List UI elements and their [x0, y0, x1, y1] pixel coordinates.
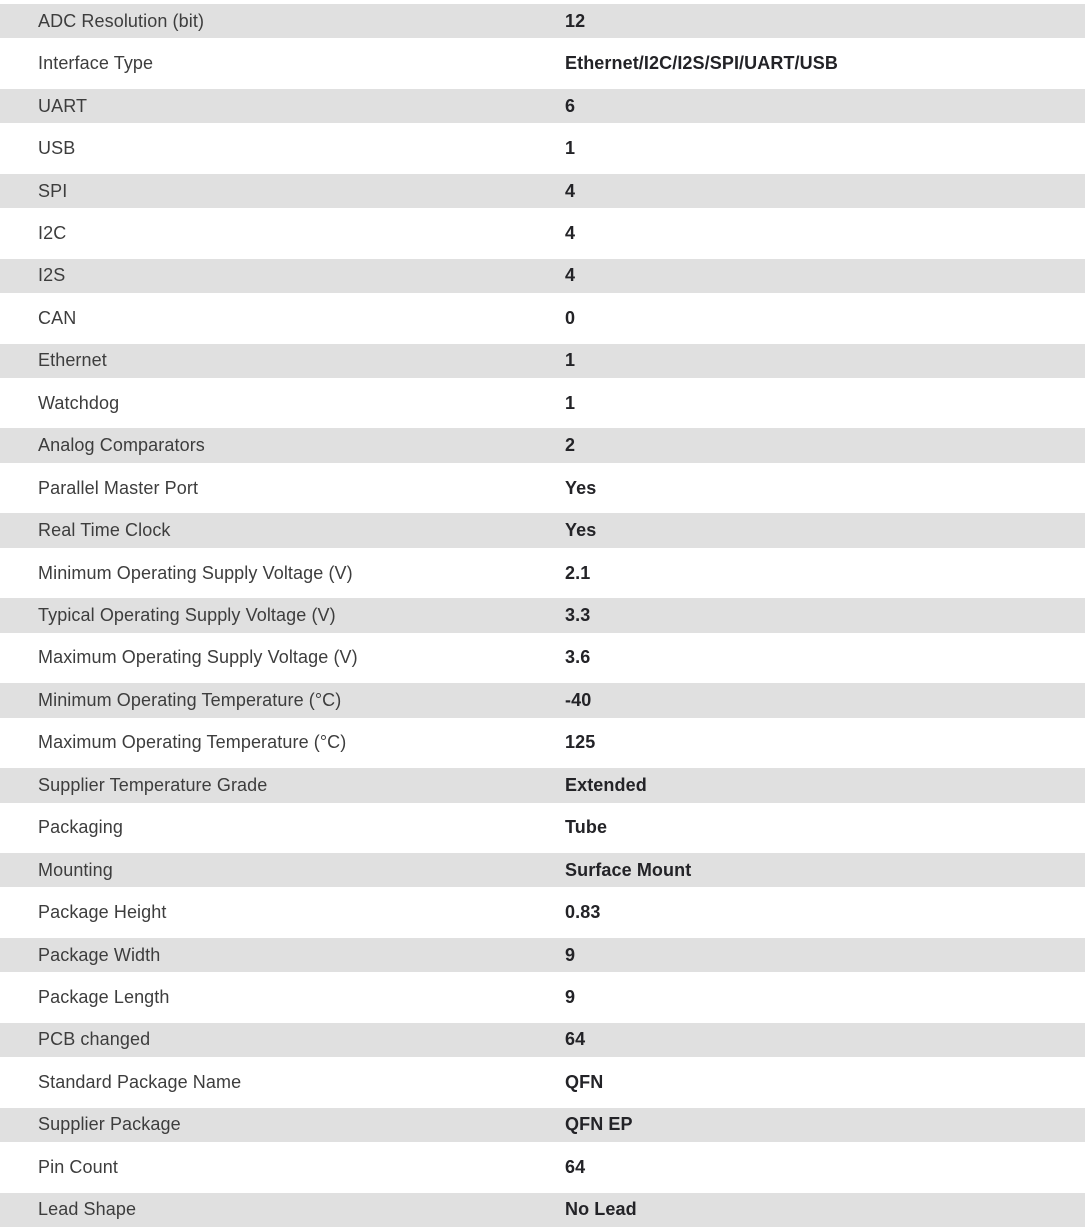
spec-row — [0, 509, 1085, 551]
spec-row — [0, 1019, 1085, 1061]
spec-attribute-value: 125 — [565, 732, 596, 753]
spec-attribute-label: SPI — [38, 180, 68, 201]
spec-row — [0, 722, 1085, 764]
spec-attribute-label: Watchdog — [38, 392, 120, 413]
spec-row — [0, 212, 1085, 254]
spec-attribute-label: Typical Operating Supply Voltage (V) — [38, 604, 336, 625]
spec-attribute-value: 3.6 — [565, 647, 591, 668]
spec-attribute-value: 0 — [565, 307, 576, 328]
spec-row — [0, 0, 1085, 42]
spec-row — [0, 170, 1085, 212]
spec-attribute-value: 0.83 — [565, 902, 601, 923]
spec-attribute-label: UART — [38, 95, 88, 116]
spec-attribute-label: Standard Package Name — [38, 1071, 242, 1092]
spec-attribute-value: 4 — [565, 180, 576, 201]
spec-row — [0, 1146, 1085, 1188]
spec-attribute-value: Surface Mount — [565, 859, 692, 880]
spec-attribute-label: Lead Shape — [38, 1199, 137, 1220]
spec-row — [0, 891, 1085, 933]
spec-attribute-label: Package Width — [38, 944, 161, 965]
spec-attribute-label: Ethernet — [38, 350, 107, 371]
spec-row — [0, 1104, 1085, 1146]
spec-attribute-label: Minimum Operating Supply Voltage (V) — [38, 562, 353, 583]
spec-attribute-label: Packaging — [38, 817, 123, 838]
spec-attribute-value: 4 — [565, 265, 576, 286]
spec-row — [0, 764, 1085, 806]
spec-attribute-value: 9 — [565, 987, 576, 1008]
spec-row — [0, 1189, 1085, 1231]
spec-attribute-value: 64 — [565, 1156, 586, 1177]
spec-row — [0, 976, 1085, 1018]
spec-attribute-value: -40 — [565, 689, 592, 710]
spec-attribute-value: Ethernet/I2C/I2S/SPI/UART/USB — [565, 53, 838, 74]
spec-attribute-label: Package Height — [38, 902, 167, 923]
spec-attribute-value: QFN — [565, 1071, 604, 1092]
spec-attribute-label: USB — [38, 138, 76, 159]
spec-row — [0, 382, 1085, 424]
spec-row — [0, 297, 1085, 339]
spec-attribute-label: Interface Type — [38, 53, 154, 74]
spec-attribute-value: Tube — [565, 817, 608, 838]
spec-attribute-value: 1 — [565, 350, 576, 371]
spec-attribute-value: 12 — [565, 10, 586, 31]
spec-row — [0, 255, 1085, 297]
spec-row — [0, 467, 1085, 509]
spec-attribute-value: QFN EP — [565, 1114, 633, 1135]
spec-attribute-label: Pin Count — [38, 1156, 118, 1177]
spec-attribute-label: Package Length — [38, 987, 170, 1008]
spec-attribute-value: 3.3 — [565, 604, 591, 625]
spec-attribute-value: 2.1 — [565, 562, 591, 583]
spec-attribute-label: Parallel Master Port — [38, 477, 199, 498]
spec-attribute-value: 1 — [565, 138, 576, 159]
spec-row — [0, 849, 1085, 891]
spec-attribute-label: Supplier Temperature Grade — [38, 774, 268, 795]
spec-attribute-label: Maximum Operating Supply Voltage (V) — [38, 647, 358, 668]
spec-row — [0, 552, 1085, 594]
spec-row — [0, 679, 1085, 721]
spec-attribute-label: Supplier Package — [38, 1114, 181, 1135]
spec-row — [0, 637, 1085, 679]
spec-attribute-value: 4 — [565, 222, 576, 243]
spec-attribute-value: 9 — [565, 944, 576, 965]
spec-row — [0, 1061, 1085, 1103]
spec-attribute-label: Mounting — [38, 859, 113, 880]
spec-attribute-label: Maximum Operating Temperature (°C) — [38, 732, 347, 753]
spec-row — [0, 42, 1085, 84]
spec-attribute-label: Minimum Operating Temperature (°C) — [38, 689, 342, 710]
spec-attribute-value: Yes — [565, 477, 597, 498]
spec-attribute-value: Extended — [565, 774, 647, 795]
spec-row — [0, 127, 1085, 169]
spec-attribute-label: ADC Resolution (bit) — [38, 10, 205, 31]
spec-attribute-label: Analog Comparators — [38, 435, 205, 456]
spec-row — [0, 85, 1085, 127]
spec-attribute-value: 64 — [565, 1029, 586, 1050]
spec-attribute-label: Real Time Clock — [38, 520, 171, 541]
spec-row — [0, 594, 1085, 636]
spec-attribute-value: No Lead — [565, 1199, 637, 1220]
spec-attribute-label: PCB changed — [38, 1029, 151, 1050]
spec-row — [0, 424, 1085, 466]
spec-attribute-label: I2S — [38, 265, 66, 286]
spec-attribute-value: 6 — [565, 95, 576, 116]
spec-row — [0, 807, 1085, 849]
spec-attribute-value: 2 — [565, 435, 576, 456]
spec-attribute-label: CAN — [38, 307, 77, 328]
spec-attribute-label: I2C — [38, 222, 67, 243]
spec-row — [0, 934, 1085, 976]
spec-attribute-value: Yes — [565, 520, 597, 541]
spec-row — [0, 340, 1085, 382]
spec-attribute-value: 1 — [565, 392, 576, 413]
